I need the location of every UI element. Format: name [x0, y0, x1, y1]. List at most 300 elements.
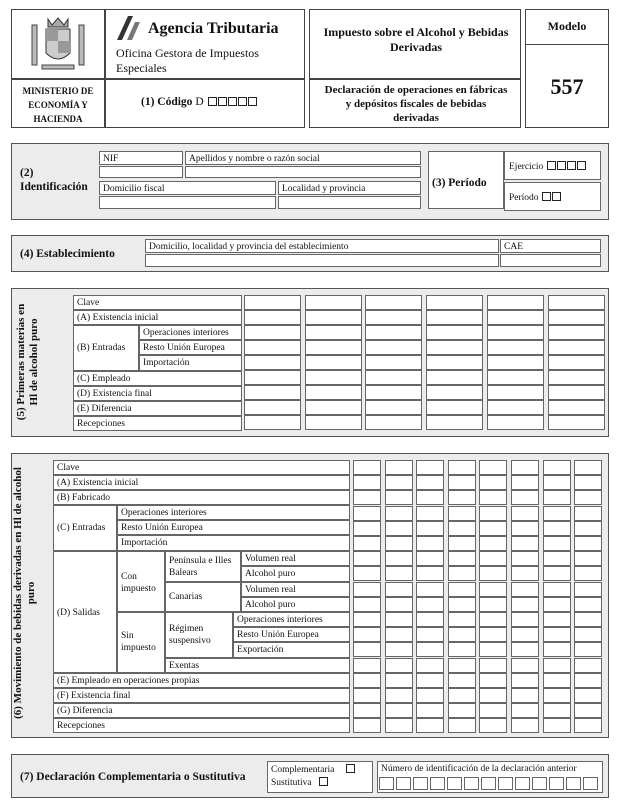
modelo-number: 557 [550, 74, 584, 99]
sustitutiva-label: Sustitutiva [271, 778, 312, 788]
entry-cell[interactable] [479, 460, 507, 475]
entry-cell[interactable] [244, 340, 301, 355]
entry-cell[interactable] [353, 582, 381, 597]
code-digit[interactable] [208, 97, 217, 106]
name-label: Apellidos y nombre o razón social [185, 151, 421, 165]
ministry-box [11, 79, 105, 128]
entry-cell[interactable] [416, 521, 444, 536]
entry-cell[interactable] [353, 490, 381, 505]
entry-cell[interactable] [479, 597, 507, 612]
entry-cell[interactable] [548, 295, 605, 310]
complementary-label: (7) Declaración Complementaria o Sustitutiva [20, 771, 246, 783]
entry-cell[interactable] [416, 582, 444, 597]
entry-cell[interactable] [448, 460, 476, 475]
entry-cell[interactable] [353, 688, 381, 703]
entry-cell[interactable] [305, 415, 362, 430]
ministry-label: MINISTERIO DE ECONOMÍA Y HACIENDA [22, 86, 94, 124]
entry-cell[interactable] [385, 642, 413, 657]
period-label: (3) Período [432, 177, 487, 189]
previous-declaration-digit[interactable] [379, 777, 394, 790]
entry-cell[interactable] [426, 325, 483, 340]
entry-cell[interactable] [385, 612, 413, 627]
entry-cell[interactable] [416, 673, 444, 688]
entry-cell[interactable] [416, 475, 444, 490]
entry-cell[interactable] [426, 370, 483, 385]
declaration-title-box [309, 79, 521, 128]
entry-cell[interactable] [543, 582, 571, 597]
mv-used: (E) Empleado en operaciones propias [53, 673, 350, 688]
entry-cell[interactable] [543, 551, 571, 566]
mv-without-tax [117, 612, 165, 673]
entry-cell[interactable] [511, 718, 539, 733]
previous-declaration [377, 761, 603, 793]
entry-cell[interactable] [416, 612, 444, 627]
entry-cell[interactable] [416, 703, 444, 718]
mv-susp-interior: Operaciones interiores [233, 612, 350, 627]
entry-cell[interactable] [385, 506, 413, 521]
mv-with-tax-label: Con impuesto [121, 572, 156, 594]
entry-cell[interactable] [353, 566, 381, 581]
entry-cell[interactable] [574, 658, 602, 673]
entry-cell[interactable] [385, 688, 413, 703]
mv-susp-eu: Resto Unión Europea [233, 627, 350, 642]
entry-cell[interactable] [426, 295, 483, 310]
entry-cell[interactable] [479, 658, 507, 673]
entry-cell[interactable] [416, 460, 444, 475]
entry-cell[interactable] [543, 688, 571, 703]
entry-cell[interactable] [416, 597, 444, 612]
entry-cell[interactable] [511, 627, 539, 642]
entry-cell[interactable] [244, 400, 301, 415]
modelo-box [525, 9, 609, 128]
rm-entries [73, 325, 139, 371]
mv-entries-interior: Operaciones interiores [117, 505, 350, 520]
previous-declaration-digit[interactable] [515, 777, 530, 790]
entry-cell[interactable] [487, 385, 544, 400]
entry-cell[interactable] [365, 415, 422, 430]
entry-cell[interactable] [574, 506, 602, 521]
rm-used: (C) Empleado [73, 371, 242, 386]
mv-exempt: Exentas [165, 658, 350, 673]
entry-cell[interactable] [244, 295, 301, 310]
entry-cell[interactable] [574, 475, 602, 490]
entry-cell[interactable] [353, 718, 381, 733]
name-field[interactable] [185, 166, 421, 178]
mv-pen-volume: Volumen real [241, 551, 350, 566]
entry-cell[interactable] [543, 506, 571, 521]
entry-cell[interactable] [511, 673, 539, 688]
entry-cell[interactable] [574, 718, 602, 733]
modelo-label: Modelo [547, 19, 587, 33]
entry-cell[interactable] [365, 400, 422, 415]
entry-cell[interactable] [448, 551, 476, 566]
previous-declaration-digit[interactable] [532, 777, 547, 790]
period-digit[interactable] [552, 192, 561, 201]
entry-cell[interactable] [385, 658, 413, 673]
mv-can-volume: Volumen real [241, 582, 350, 597]
exercise-box [504, 151, 601, 180]
entry-cell[interactable] [574, 582, 602, 597]
entry-cell[interactable] [511, 688, 539, 703]
entry-cell[interactable] [543, 703, 571, 718]
agency-name: Agencia Tributaria [148, 20, 279, 37]
mv-entries-import: Importación [117, 535, 350, 551]
entry-cell[interactable] [479, 475, 507, 490]
entry-cell[interactable] [365, 325, 422, 340]
entry-cell[interactable] [365, 310, 422, 325]
entry-cell[interactable] [244, 385, 301, 400]
entry-cell[interactable] [426, 400, 483, 415]
entry-cell[interactable] [416, 490, 444, 505]
code-digit[interactable] [248, 97, 257, 106]
entry-cell[interactable] [574, 642, 602, 657]
entry-cell[interactable] [305, 385, 362, 400]
entry-cell[interactable] [574, 566, 602, 581]
establishment-section [11, 235, 609, 272]
entry-cell[interactable] [244, 415, 301, 430]
entry-cell[interactable] [487, 355, 544, 370]
rm-entries-label: (B) Entradas [77, 343, 126, 353]
entry-cell[interactable] [511, 536, 539, 551]
mv-initial: (A) Existencia inicial [53, 475, 350, 490]
entry-cell[interactable] [448, 506, 476, 521]
entry-cell[interactable] [448, 673, 476, 688]
entry-cell[interactable] [511, 582, 539, 597]
entry-cell[interactable] [448, 612, 476, 627]
entry-cell[interactable] [574, 597, 602, 612]
entry-cell[interactable] [426, 415, 483, 430]
address-label: Domicilio fiscal [99, 181, 276, 195]
mv-suspensive [165, 612, 233, 658]
entry-cell[interactable] [479, 536, 507, 551]
entry-cell[interactable] [365, 340, 422, 355]
entry-cell[interactable] [353, 506, 381, 521]
mv-with-tax [117, 551, 165, 612]
entry-cell[interactable] [385, 582, 413, 597]
office-name: Oficina Gestora de Impuestos Especiales [116, 46, 259, 75]
entry-cell[interactable] [385, 703, 413, 718]
code-digit[interactable] [218, 97, 227, 106]
mv-peninsula [165, 551, 241, 582]
entry-cell[interactable] [511, 460, 539, 475]
entry-cell[interactable] [479, 673, 507, 688]
entry-cell[interactable] [426, 355, 483, 370]
entry-cell[interactable] [305, 340, 362, 355]
entry-cell[interactable] [385, 566, 413, 581]
entry-cell[interactable] [416, 506, 444, 521]
entry-cell[interactable] [353, 521, 381, 536]
establishment-address-field[interactable] [145, 254, 499, 267]
entry-cell[interactable] [448, 536, 476, 551]
entry-cell[interactable] [543, 612, 571, 627]
entry-cell[interactable] [385, 597, 413, 612]
entry-cell[interactable] [365, 385, 422, 400]
entry-cell[interactable] [448, 718, 476, 733]
complementary-options [267, 761, 373, 793]
entry-cell[interactable] [244, 370, 301, 385]
entry-cell[interactable] [511, 612, 539, 627]
entry-cell[interactable] [574, 673, 602, 688]
entry-cell[interactable] [511, 506, 539, 521]
entry-cell[interactable] [365, 370, 422, 385]
entry-cell[interactable] [385, 460, 413, 475]
entry-cell[interactable] [487, 415, 544, 430]
entry-cell[interactable] [479, 688, 507, 703]
entry-cell[interactable] [548, 385, 605, 400]
address-field[interactable] [99, 196, 276, 209]
complementaria-label: Complementaria [271, 765, 335, 775]
mv-canarias-label: Canarias [169, 592, 203, 602]
entry-cell[interactable] [479, 521, 507, 536]
previous-declaration-digit[interactable] [481, 777, 496, 790]
entry-cell[interactable] [305, 310, 362, 325]
entry-cell[interactable] [511, 475, 539, 490]
rm-eu: Resto Unión Europea [139, 340, 242, 355]
entry-cell[interactable] [448, 521, 476, 536]
entry-cell[interactable] [543, 627, 571, 642]
entry-cell[interactable] [365, 295, 422, 310]
previous-declaration-digit[interactable] [549, 777, 564, 790]
entry-cell[interactable] [416, 642, 444, 657]
entry-cell[interactable] [353, 536, 381, 551]
entry-cell[interactable] [574, 627, 602, 642]
tax-title-box [309, 9, 521, 79]
entry-cell[interactable] [479, 612, 507, 627]
locality-field[interactable] [278, 196, 421, 209]
entry-cell[interactable] [511, 521, 539, 536]
entry-cell[interactable] [511, 566, 539, 581]
entry-cell[interactable] [548, 310, 605, 325]
exercise-digit[interactable] [567, 161, 576, 170]
mv-final: (F) Existencia final [53, 688, 350, 703]
entry-cell[interactable] [385, 490, 413, 505]
mv-without-tax-label: Sin impuesto [121, 631, 156, 653]
entry-cell[interactable] [543, 521, 571, 536]
entry-cell[interactable] [305, 355, 362, 370]
entry-cell[interactable] [353, 658, 381, 673]
entry-cell[interactable] [574, 521, 602, 536]
complementaria-checkbox[interactable] [346, 764, 355, 773]
cae-label: CAE [500, 239, 601, 253]
exercise-digit[interactable] [557, 161, 566, 170]
entry-cell[interactable] [416, 658, 444, 673]
entry-cell[interactable] [448, 658, 476, 673]
previous-declaration-digit[interactable] [498, 777, 513, 790]
entry-cell[interactable] [385, 551, 413, 566]
entry-cell[interactable] [353, 551, 381, 566]
entry-cell[interactable] [574, 490, 602, 505]
entry-cell[interactable] [479, 490, 507, 505]
entry-cell[interactable] [353, 460, 381, 475]
entry-cell[interactable] [574, 612, 602, 627]
period-digit[interactable] [542, 192, 551, 201]
entry-cell[interactable] [548, 400, 605, 415]
entry-cell[interactable] [479, 551, 507, 566]
entry-cell[interactable] [543, 718, 571, 733]
raw-materials-section [11, 288, 609, 437]
entry-cell[interactable] [479, 566, 507, 581]
entry-cell[interactable] [543, 673, 571, 688]
entry-cell[interactable] [548, 325, 605, 340]
entry-cell[interactable] [511, 703, 539, 718]
raw-materials-label: (5) Primeras materias en Hl de alcohol puro [15, 303, 40, 421]
entry-cell[interactable] [353, 597, 381, 612]
mv-receptions: Recepciones [53, 718, 350, 733]
entry-cell[interactable] [385, 718, 413, 733]
entry-cell[interactable] [543, 597, 571, 612]
exercise-label: Ejercicio [509, 162, 544, 172]
entry-cell[interactable] [448, 688, 476, 703]
coat-of-arms-icon [28, 15, 88, 73]
previous-declaration-digit[interactable] [413, 777, 428, 790]
entry-cell[interactable] [574, 551, 602, 566]
code-digit[interactable] [228, 97, 237, 106]
entry-cell[interactable] [426, 340, 483, 355]
entry-cell[interactable] [574, 460, 602, 475]
entry-cell[interactable] [543, 642, 571, 657]
entry-cell[interactable] [353, 627, 381, 642]
entry-cell[interactable] [548, 340, 605, 355]
code-box [105, 79, 305, 128]
entry-cell[interactable] [479, 703, 507, 718]
complementary-section [11, 754, 609, 798]
entry-cell[interactable] [305, 295, 362, 310]
entry-cell[interactable] [448, 703, 476, 718]
rm-interior: Operaciones interiores [139, 325, 242, 340]
entry-cell[interactable] [543, 566, 571, 581]
locality-label: Localidad y provincia [278, 181, 421, 195]
rm-import: Importación [139, 355, 242, 371]
establishment-address-label: Domicilio, localidad y provincia del establecimiento [145, 239, 499, 253]
period-section [428, 151, 504, 209]
entry-cell[interactable] [479, 718, 507, 733]
entry-cell[interactable] [479, 506, 507, 521]
mv-entries-label: (C) Entradas [57, 523, 106, 533]
entry-cell[interactable] [353, 703, 381, 718]
entry-cell[interactable] [448, 597, 476, 612]
entry-cell[interactable] [548, 370, 605, 385]
rm-initial: (A) Existencia inicial [73, 310, 242, 325]
entry-cell[interactable] [487, 310, 544, 325]
entry-cell[interactable] [385, 627, 413, 642]
code-field [141, 96, 257, 108]
cae-field[interactable] [500, 254, 601, 267]
entry-cell[interactable] [543, 490, 571, 505]
entry-cell[interactable] [479, 582, 507, 597]
period-sub-label: Período [509, 193, 539, 203]
previous-declaration-digit[interactable] [583, 777, 598, 790]
entry-cell[interactable] [487, 325, 544, 340]
entry-cell[interactable] [385, 521, 413, 536]
exercise-digit[interactable] [547, 161, 556, 170]
entry-cell[interactable] [353, 612, 381, 627]
entry-cell[interactable] [244, 355, 301, 370]
entry-cell[interactable] [244, 325, 301, 340]
sustitutiva-checkbox[interactable] [319, 777, 328, 786]
entry-cell[interactable] [416, 627, 444, 642]
entry-cell[interactable] [511, 642, 539, 657]
entry-cell[interactable] [574, 536, 602, 551]
previous-declaration-label: Número de identificación de la declaración anterior [381, 764, 577, 774]
entry-cell[interactable] [385, 673, 413, 688]
previous-declaration-digit[interactable] [447, 777, 462, 790]
entry-cell[interactable] [479, 642, 507, 657]
entry-cell[interactable] [305, 325, 362, 340]
entry-cell[interactable] [511, 490, 539, 505]
previous-declaration-digit[interactable] [464, 777, 479, 790]
entry-cell[interactable] [244, 310, 301, 325]
entry-cell[interactable] [385, 536, 413, 551]
mv-pen-alcohol: Alcohol puro [241, 566, 350, 582]
entry-cell[interactable] [353, 642, 381, 657]
entry-cell[interactable] [416, 718, 444, 733]
entry-cell[interactable] [511, 551, 539, 566]
nif-field[interactable] [99, 166, 183, 178]
entry-cell[interactable] [448, 627, 476, 642]
entry-cell[interactable] [548, 355, 605, 370]
entry-cell[interactable] [543, 536, 571, 551]
entry-cell[interactable] [448, 475, 476, 490]
entry-cell[interactable] [543, 460, 571, 475]
entry-cell[interactable] [305, 400, 362, 415]
entry-cell[interactable] [353, 475, 381, 490]
entry-cell[interactable] [448, 566, 476, 581]
entry-cell[interactable] [365, 355, 422, 370]
header-coat-box [11, 9, 105, 79]
entry-cell[interactable] [574, 688, 602, 703]
entry-cell[interactable] [416, 688, 444, 703]
rm-clave: Clave [73, 295, 242, 310]
entry-cell[interactable] [448, 642, 476, 657]
entry-cell[interactable] [426, 385, 483, 400]
mv-susp-export: Exportación [233, 642, 350, 658]
entry-cell[interactable] [487, 400, 544, 415]
entry-cell[interactable] [353, 673, 381, 688]
mv-can-alcohol: Alcohol puro [241, 597, 350, 612]
mv-diff: (G) Diferencia [53, 703, 350, 718]
entry-cell[interactable] [416, 566, 444, 581]
entry-cell[interactable] [548, 415, 605, 430]
entry-cell[interactable] [416, 551, 444, 566]
nif-label: NIF [99, 151, 183, 165]
identification-section [11, 143, 609, 220]
declaration-title: Declaración de operaciones en fábricas y depósitos fiscales de bebidas derivadas [324, 84, 508, 124]
entry-cell[interactable] [511, 658, 539, 673]
exercise-digit[interactable] [577, 161, 586, 170]
entry-cell[interactable] [448, 490, 476, 505]
entry-cell[interactable] [487, 340, 544, 355]
entry-cell[interactable] [426, 310, 483, 325]
entry-cell[interactable] [487, 370, 544, 385]
code-label: (1) Código [141, 96, 193, 108]
entry-cell[interactable] [511, 597, 539, 612]
previous-declaration-digit[interactable] [566, 777, 581, 790]
mv-outputs [53, 551, 117, 673]
previous-declaration-digit[interactable] [430, 777, 445, 790]
entry-cell[interactable] [305, 370, 362, 385]
entry-cell[interactable] [479, 627, 507, 642]
entry-cell[interactable] [543, 658, 571, 673]
entry-cell[interactable] [385, 475, 413, 490]
entry-cell[interactable] [487, 295, 544, 310]
previous-declaration-digit[interactable] [396, 777, 411, 790]
entry-cell[interactable] [574, 703, 602, 718]
code-digit[interactable] [238, 97, 247, 106]
entry-cell[interactable] [416, 536, 444, 551]
identification-label: (2) Identificación [20, 167, 88, 193]
entry-cell[interactable] [448, 582, 476, 597]
entry-cell[interactable] [543, 475, 571, 490]
